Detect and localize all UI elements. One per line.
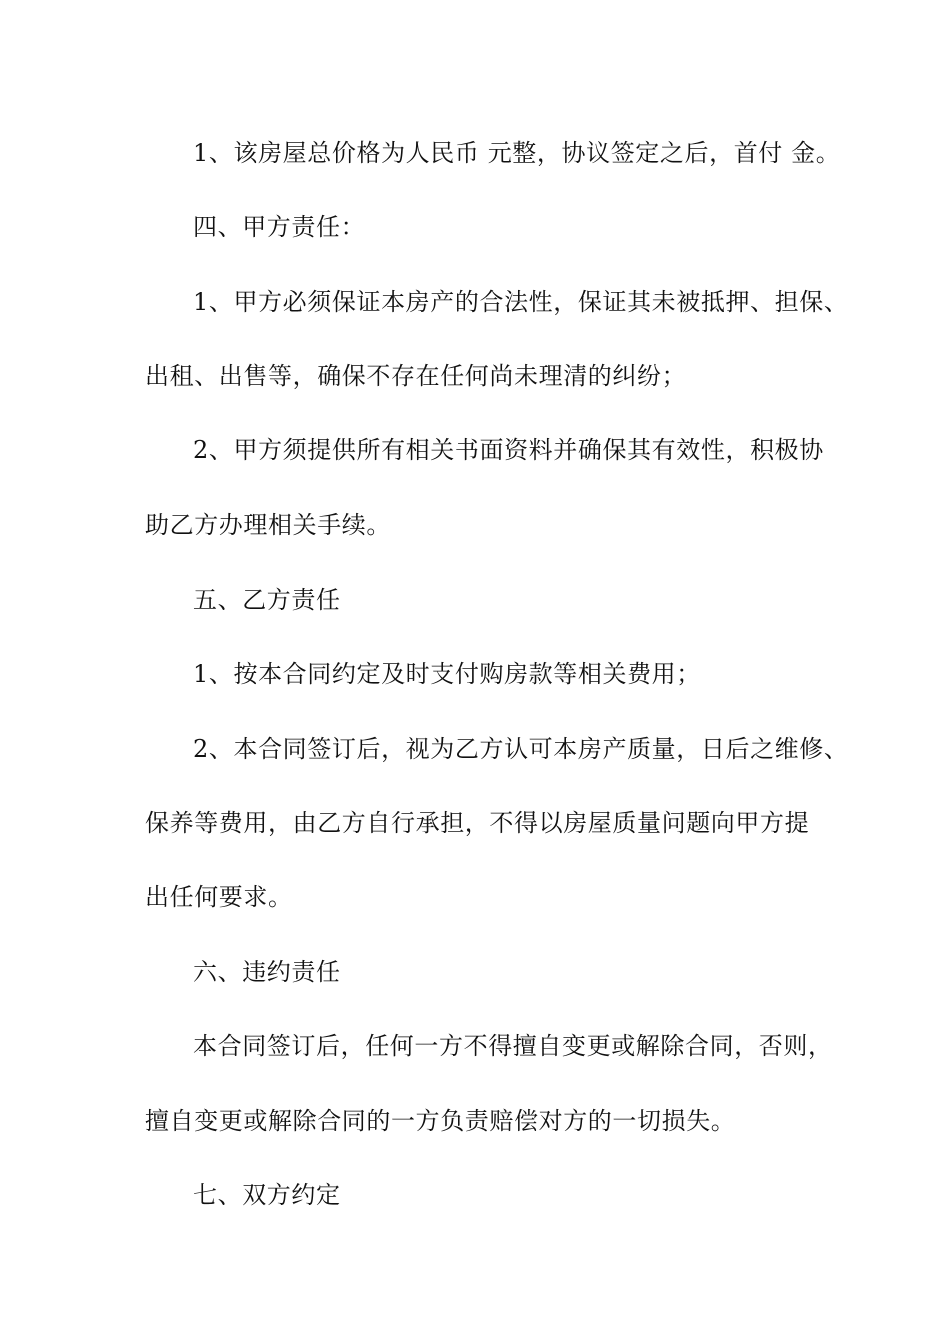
- section-heading-party-a: 四、甲方责任：: [193, 213, 366, 241]
- section-heading-party-b: 五、乙方责任: [193, 586, 341, 614]
- paragraph-party-b-1: 1、按本合同约定及时支付购房款等相关费用；: [193, 660, 701, 688]
- paragraph-party-a-1-line-2: 出租、出售等，确保不存在任何尚未理清的纠纷；: [145, 362, 687, 390]
- paragraph-party-a-1-line-1: 1、甲方必须保证本房产的合法性，保证其未被抵押、担保、: [193, 288, 849, 316]
- paragraph-party-a-2-line-1: 2、甲方须提供所有相关书面资料并确保其有效性，积极协: [193, 436, 824, 464]
- clause-price-paragraph: 1、该房屋总价格为人民币 元整，协议签定之后，首付 金。: [193, 139, 841, 167]
- paragraph-party-b-2-line-2: 保养等费用，由乙方自行承担，不得以房屋质量问题向甲方提: [145, 809, 810, 837]
- paragraph-party-b-2-line-1: 2、本合同签订后，视为乙方认可本房产质量，日后之维修、: [193, 735, 849, 763]
- section-heading-agreement: 七、双方约定: [193, 1181, 341, 1209]
- paragraph-breach-line-2: 擅自变更或解除合同的一方负责赔偿对方的一切损失。: [145, 1107, 736, 1135]
- paragraph-party-a-2-line-2: 助乙方办理相关手续。: [145, 511, 391, 539]
- paragraph-party-b-2-line-3: 出任何要求。: [145, 883, 293, 911]
- section-heading-breach: 六、违约责任: [193, 958, 341, 986]
- paragraph-breach-line-1: 本合同签订后，任何一方不得擅自变更或解除合同，否则，: [193, 1032, 833, 1060]
